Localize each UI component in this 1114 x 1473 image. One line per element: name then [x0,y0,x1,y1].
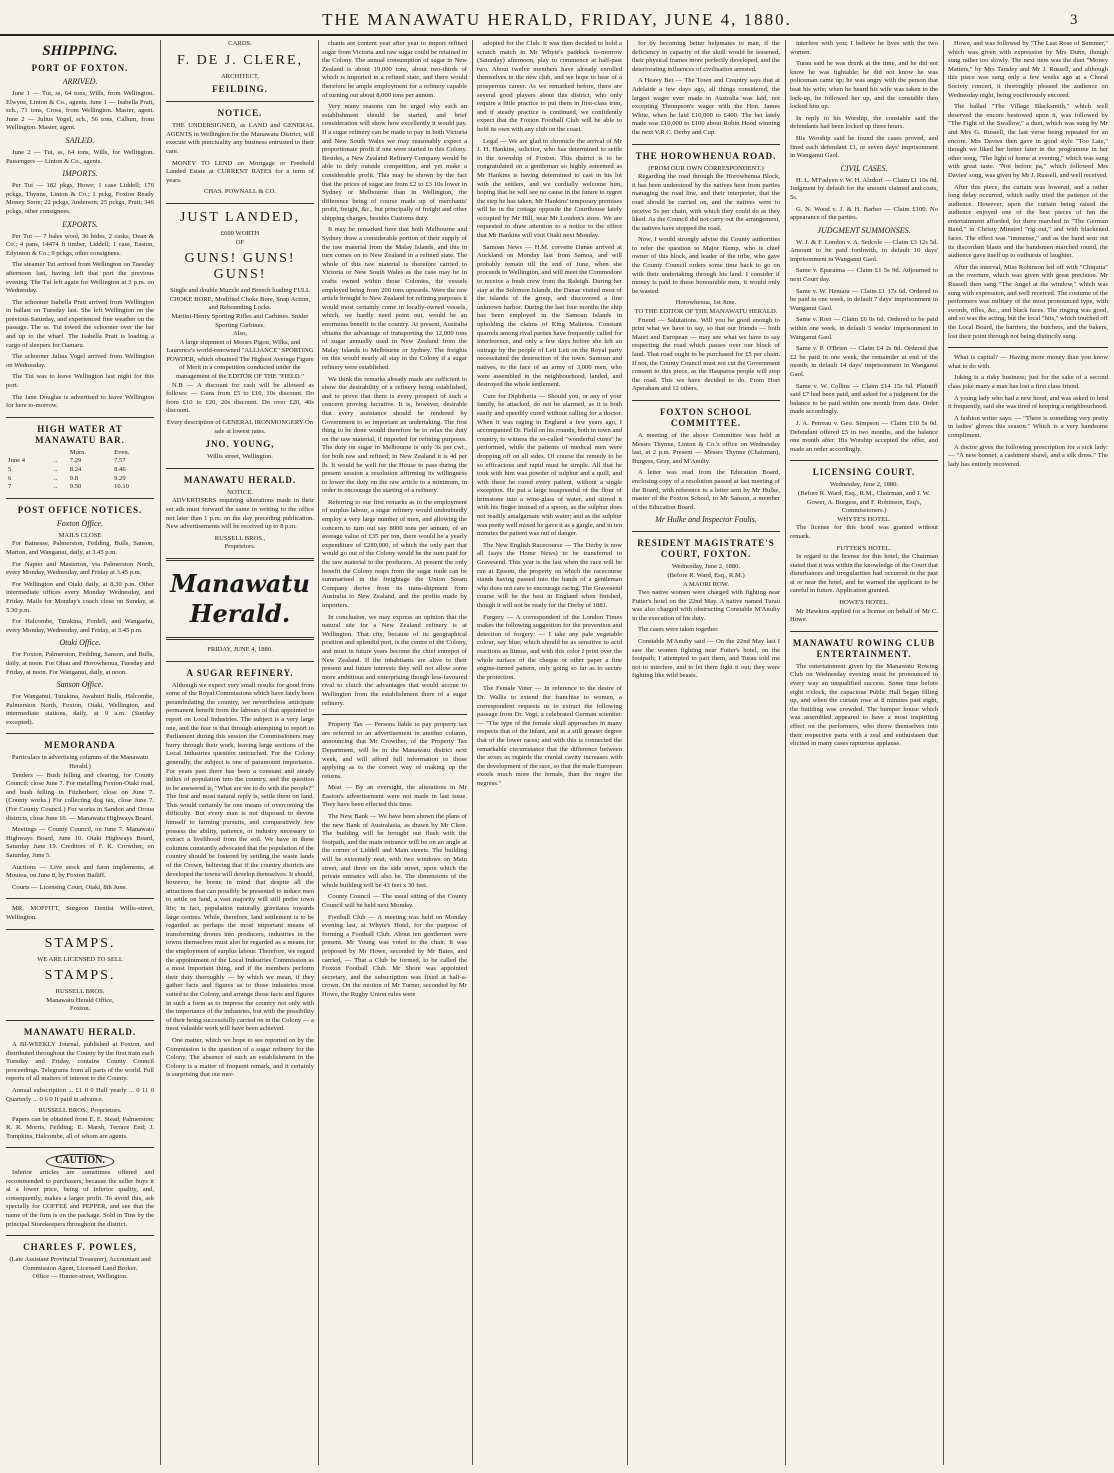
cards-label: CARDS. [228,40,252,47]
divider [6,417,154,418]
news-item: Property Tax — Persons liable to pay property tax are referred to an advertisement in another column, announcing that Mr Crowther, of the Property Tax Department, will be in the Manawatu district next week, and will afford full information to those applying as to the correct way of making up the returns. [322,721,467,780]
masthead-title: THE MANAWATU HERALD, FRIDAY, JUNE 4, 1880. [322,10,792,29]
rifles-text: Martini-Henry Sporting Rifles and Carbines. Snider Sporting Carbines. [171,312,309,329]
shipping-news: The Tui was to leave Wellington last night for this port. [6,373,154,390]
herald-description: A BI-WEEKLY Journal, published at Foxton, and distributed throughout the County by the first train each Tuesday and Friday, contains County Council proceedings. Telegrams from all parts of the world. Full reports of all matters of interest to the County. [6,1040,154,1083]
stamps-office: Manawatu Herald Office, [46,996,114,1004]
rowing-paragraph: After this piece, the curtain was lowered, and a rather long delay occurred, which sadly tried the patience of the audience. However, upon the curtain being raised the audience enjoyed one of the best pieces of fun the entertainment afforded, for there marched in "The German Band," in Christy Minstrel "rig out," and with blackened faces. The effect was "immense," and as the band sent out its discordant blasts and the bandsmen marched round, the audience gave itself up to outbursts of laughter. [948,183,1108,260]
judgment-summons: Same v. W. Collins — Claim £14 15s 6d. Plaintiff said £7 had been paid, and asked for a judgment for the balance to be paid within one month from date. Order made accordingly. [790,382,938,416]
mail-schedule: For Halcombe, Turakina, Fordell, and Wangaehu, every Monday, Wednesday, and Friday, at 3.45 p.m. [6,618,154,634]
imports-heading: IMPORTS. [62,169,98,179]
news-item: Football Club — A meeting was held on Monday evening last, at Whyte's Hotel, for the purpose of forming a Football Club. About ten gentlemen were present. Mr Young was voted to the chair. It was proposed by Mr Howe, seconded by Mr Bates, and carried, — That a Club be formed, to be called the Foxton Football Club. Mr Shore was appointed secretary, and the subscription was fixed at half-a-crown. On the motion of Mr Turner, seconded by Mr Howe, the Rugby Union rules were [322,913,467,998]
also-label: Also, [232,330,248,338]
news-item: adopted for the Club. It was then decided to hold a scratch match in Mr Whyte's paddock to-morrow (Saturday) afternoon, play to commence at half-past two. About twelve members have already enrolled themselves in the new club, and we hope to hear of a prosperous career. As we remarked before, there are several good players about this district, who only require a little practice to put them in first-class trim, and if steady practice is continued, we confidently expect that the Foxton Football Club will be able to hold its own with any club on the coast. [477,40,622,133]
tide-header-cell [52,449,68,458]
tide-row [6,466,154,475]
proprietors-label: Proprietors. [224,543,256,551]
filler-paragraph: A doctor gives the following prescription for a sick lady: — "A new bonnet, a cashmere shawl, and a silk dress." The lady has entirely recovered. [948,443,1108,468]
shipping-news: The Jane Douglas is advertised to leave Wellington for here to-morrow. [6,393,154,410]
judgment-summons: Same v. Rori — Claim £6 0s 6d. Ordered to be paid within one week, in default 3 weeks' imprisonment in Wanganui Gaol. [790,316,938,341]
civil-case: G. N. Wood v. J. & H. Barber — Claim £100. No appearance of the parties. [790,205,938,222]
post-office-heading: POST OFFICE NOTICES. [17,504,143,515]
court-heading: RESIDENT MAGISTRATE'S COURT, FOXTON. [637,538,775,560]
school-paragraph: A meeting of the above Committee was held at Messrs Thynne, Linton & Co.'s office on Wednesday last, at 2 p.m. Present — Messrs Thynne (Chairman), Burgess, Gray, and M'Anulty. [632,431,780,465]
memoranda-heading: MEMORANDA [44,740,116,751]
memoranda-item: Courts — Licensing Court, Otaki, 8th June. [12,883,128,891]
tide-cell: 7.57 [114,457,126,465]
column-2 [166,40,314,1465]
divider [632,531,780,532]
discount-text: N.B — A discount for cash will be allowed as follows: — Guns from £5 to £10, 10s discount. Do from £10 to £20, 20s discount. Do over £20, 40s discount. [166,381,314,415]
court-paragraph: interfere with you; I believe he lives with the two women. [790,40,938,56]
judgment-summonses-heading: JUDGMENT SUMMONSES. [817,225,911,235]
mail-schedule: For Wanganui, Turakina, Awahuri Bulls, Halcombe, Palmerston North, Foxton, Otaki, Wellington, and intermediate stations, daily, at 9 a.m. (Sunday excepted). [6,693,154,726]
young-name: JNO. YOUNG, [205,439,275,450]
filler-paragraph: A fashion writer says: — "There is something very pretty in ladies' gloves this season." Which is a very handsome compliment. [948,414,1108,439]
rowing-paragraph: After the interval, Miss Robinson led off with "Chiquita" as the overture, which was given with great precision. Mr Russell then sang "The Angel at the window," which was sung with expression, and well received. The costume of the performers was military of the most pronounced type, with swords, rifles, &c., and black faces. The ringing was good, and so was the acting, but the local "hits," which touched off the Local Board, the harriers, the butchers, and the bakers, lost their point through not being distinctly sung. [948,263,1108,340]
column-3 [322,40,467,1465]
news-item: for by becoming better helpmates to man, if the deficiency in capacity of the skull would be lessened, their physical frames more perfectly developed, and the deteriorating influences of civilisation arrested. [632,40,780,73]
page-number: 3 [1070,12,1078,28]
divider [322,714,467,715]
caution-text: Inferior articles are sometimes offered and recommended to purchasers, because the seller buys it at a lower price, being of inferior quality, and, consequently, makes a larger profit. To avoid this, ask specially for COFFEE and PEPPER, and see that the name of the firm is on the package. Sold in Tins by the principal Storekeepers throughout the district. [6,1169,154,1228]
tide-header-cell: Even. [114,448,130,456]
column-rule [943,40,944,1465]
licensing-paragraph: In regard to the license for this hotel, the Chairman stated that it was within the knowledge of the Court that disturbances and irregularities had occurred in the past at or near the hotel, and he warned the applicant to be careful in future. Application granted. [790,553,938,595]
judgment-summons: Same v. Eparaima — Claim £1 5s 9d. Adjourned to next Court day. [790,267,938,284]
mail-schedule: For Foxton, Palmerston, Feilding, Sanson, and Bulls, daily, at noon. For Ohau and Horowhenua, Tuesday and Friday, at noon. For Wanganui, daily, at noon. [6,651,154,676]
guns-banner: GUNS! GUNS! GUNS! [184,251,296,283]
divider [6,929,154,930]
guns-description: Single and double Muzzle and Breech loading FULL CHOKE BORE, Modified Choke Bore, Snap Action, and Rebounding Locks. [169,287,311,312]
judgment-summons: J. A. Perreau v. Geo. Simpson — Claim £10 5s 0d. Defendant offered £5 in two months, and the balance one month after. His Worship accepted the offer, and made an order accordingly. [790,419,938,453]
memoranda-subheading: Particulars in advertising columns of the Manawatu Herald.) [11,754,149,771]
divider [166,637,314,640]
column-6 [790,40,938,1465]
rowing-paragraph: Howe, and was followed by "The Last Rose of Summer," which was given with expression by Mrs Dunn, though sung rather too slowly. The next item was the duet "Money Matters," by Mrs Tansley and Mr J. Russell, and although this piece was sung only a few weeks ago at a Choral Society concert, it thoroughly pleased the audience on Wednesday night, being vociferously encored. [948,40,1108,99]
tide-header-cell [6,449,52,458]
dateline: FRIDAY, JUNE 4, 1880. [207,645,273,653]
herald-notice-heading: MANAWATU HERALD. [183,474,297,485]
news-item: Meat — By an oversight, the alterations in Mr Easton's advertisement were not made in last issue. They have been effected this time. [322,784,467,809]
hotel-heading: HOWE'S HOTEL. [839,599,889,607]
caution-badge: CAUTION. [46,1154,114,1169]
news-item: The New Bank — We have been shown the plans of the new Bank of Australasia, as drawn by Mr Clere. The building will be brought out flush with the footpath, and the main entrance will be on an angle at the corner of Liddell and Main streets. The building will be extremely neat, with two windows on Main street, and three on the side street, upon which the private entrance will also be. The dimensions of the whole building will be 43 feet x 30 feet. [322,813,467,889]
news-item: Cure for Diphtheria — Should you, or any of your family, be attacked, do not be alarmed, as it is both easily and speedily cured without calling for a doctor. When it was raging in England a few years ago, I accompanied Dr. Field on his rounds, both in town and country, to witness the so-called "wonderful cures" he performed, while the patients of medical men were dropping off on all sides. Of course the remedy to be so efficacious and rapid must be simple. All that he took with him was powder of sulphur and a quill, and with these he cured every patient, without a single exception. He put a large teaspoonful of the flour of brimstone into a wine-glass of water, and stirred it with his finger instead of a spoon, as the sulphur does not readily amalgamate with water; and as the sulphur was pretty well mixed he gave it as a gargle, and in ten minutes the patient was out of danger. [477,392,622,538]
exports-heading: EXPORTS. [62,219,98,229]
editorial-paragraph: In conclusion, we may express an opinion that the natural site for a New Zealand refinery is at Wellington. That city, because of its geographical position and splendid port, is the centre of the Colony, and must in future years become the chief entrepot of New Zealand. If the inhabitants are alive to their present and future interests they will not allow some more ambitious and enterprising though less-favoured rival to clutch the advantages that would accrue to Wellington from the establishment there of a sugar refinery. [322,613,467,707]
school-subheading: Mr Hulke and Inspector Foulis. [655,515,757,525]
agents-name: CHAS. POWNALL & CO. [203,188,277,196]
stamps-big: STAMPS. [44,968,116,984]
editorial-paragraph: Very many reasons can be urged why such an establishment should be started, and brief consideration will show how excellently it would pay. If a sugar refinery can be made to pay in both Victoria and New South Wales we may reasonably expect a proportionate profit if one were started in this Colony. Besides, a New Zealand Refinery Company would be able to defy outside competition, and yet make a considerable profit. This may be shown by the fact that the prices of sugar are from £2 to £3 10s lower in Sydney or Melbourne than in Wellington, the difference being of course made up of merchants' profit, freight, &c., but principally of freight and other shipping charges, besides Customs duty. [322,103,467,222]
licensing-court-before: (Before R. Ward, Esq., R.M., Chairman, and J. W. Gower, A. Burgess, and F. Robinson, Esq's, Commissioners.) [798,489,930,515]
divider [6,733,154,734]
news-item: The New English Racecourse — The Derby is now all (says the Home News) to be transferred to Gravesend. This year is the last when the race will be run at Epsom, the property on which the racecourse stands having passed into the hands of a gentleman who does not care to encourage racing. The Gravesend course will be the best in England when finished, though it will not be ready for the Derby of 1881. [477,541,622,609]
news-item: Legal — We are glad to chronicle the arrival of Mr J. H. Hankins, solicitor, who has determined to settle in the township of Foxton. This district is to be congratulated on a gentleman so highly esteemed as Mr Hankins is having determined to cast in his lot with the settlers, and we cordially welcome him, hoping that he will see no cause in the future to regret the step he has taken. Mr Hankins' temporary premises will be in the cottage opposite the Courthouse lately occupied by Mr Hill, near Mr Loudon's store. We are requested to draw attention to a notice to the effect that Mr Hankins will visit Otaki next Monday. [477,137,622,240]
column-4 [477,40,622,1465]
column-rule [627,40,628,1465]
horowhenua-paragraph: Regarding the road through the Horowhenua Block, it has been understood by the natives here from parties managing the road line, and their interpreter, that the road should be carried on, and the natives were to receive 5s per chain, with which they could do as they liked. As the Council did not carry out the arrangement, the natives have stopped the road. [632,173,780,232]
guns-of: OF [235,238,245,246]
divider [790,460,938,461]
licensing-paragraph: The license for this hotel was granted without remark. [790,524,938,540]
notice-label: NOTICE. [227,488,253,496]
herald-subscription: Annual subscription ... £1 0 0 Half yearly ... 0 11 0 Quarterly ... 0 6 0 If paid in advance. [6,1086,154,1103]
column-7 [948,40,1108,1465]
news-item: A Heavy Bet — The Town and Country says that at Adelaide a few days ago, all things considered, the largest wager ever made in Australia was laid, not excepting Thompson's wager with the Hon. James White, when he laid £10,000 to £400. The bet lately made was £10,000 to £100 about Robin Hood winning the next V.R.C. Derby and Cup. [632,77,780,136]
tide-table [6,449,154,492]
divider [6,1235,154,1236]
editorial-heading: A SUGAR REFINERY. [186,667,294,678]
divider [6,498,154,499]
tide-cell: 8.46 [114,466,126,473]
tide-cell: June 4 [8,457,26,465]
court-paragraph: His Worship said he found the cases proved, and fined each defendant £1, or seven days' imprisonment in Wanganui Gaol. [790,134,938,160]
shipping-heading: SHIPPING. [42,43,118,59]
tide-row [6,483,154,492]
divider [166,101,314,102]
column-rule [472,40,473,1465]
notice-body: THE UNDERSIGNED, as LAND and GENERAL AGENTS in Wellington for the Manawatu District, will execute with punctuality any business entrusted to their care. [166,122,314,155]
notice-heading: NOTICE. [217,108,263,119]
herald-heading: MANAWATU HERALD. [23,1026,137,1037]
herald-publisher: RUSSELL BROS., Proprietors. [38,1107,122,1115]
guns-worth: £600 WORTH [220,229,260,237]
column-5 [632,40,780,1465]
civil-case: H. L. M'Fadyen v. W. H. Alzdorf — Claim £1 10s 0d. Judgment by default for the amount claimed and costs, 5s. [790,176,938,201]
rowing-paragraph: The entertainment given by the Manawatu Rowing Club on Wednesday evening must be pronounced in every way an unqualified success. Some time before eight o'clock, the capacious Public Hall began filling up, and when the curtain rose at 8 minutes past eight, the building was crowded. The bumper house which was assembled appeared to have a most inspiriting effect on the performers, who threw themselves into their respective parts with a zeal and enthusiasm that elicited in many cases rapturous applause. [790,662,938,748]
horowhenua-subheading: (FROM OUR OWN CORRESPONDENT.) [648,164,764,172]
letter-body: Friend — Salutations. Will you be good enough to print what we have to say, so that our friends — both Maori and European — may see what we have to say respecting the road which passes over our block of land. That road ought to be purchased for £5 per chain. If not, the County Council must not cut the Government consent to this piece, as the Hauparoa people will stop the road. This we have decided to do. From Hori Aperaham and 12 others. [632,316,780,393]
port-heading: PORT OF FOXTON. [31,63,129,73]
divider [6,1147,154,1148]
editorial-paragraph: Although we expect very small results for good from some of the Royal Commissions which have lately been perambulating the country, we nevertheless anticipate permanent benefit from the labours of that appointed to report on Local Industries. The subject is a very large one, and the fear is that through attempting to report to Parliament during this session the Commissioners may hurry through their work, leaving large sections of the Local Industries question untouched. For the Colony generally, the subject is one of paramount importance. For years past there has been a constant and steady influx of population into the country, and the question to be answered is, "What are we to do with the people?" The first and most natural reply is, settle them on land. This would certainly be one means of overcoming the difficulty. But every man is not disposed to devote himself to farming pursuits, and comparatively few possess the ability, patience, or industry necessary to extract a livelihood from the soil. We have in these columns constantly advocated that the population of the country should be fostered by settling the waste lands of the Crown, believing that if the country districts are developed the towns will develop themselves. It should, however, be borne in mind that despite all the attractions that can possibly be presented to induce men to settle on land, a vast majority will still prefer town life; in fact, population naturally gravitates towards large centres. While, therefore, land settlement is to be regarded as perhaps the most important means of transforming drones into producers, industries in the towns themselves must also be regarded as a means for the employment of surplus labour. Therefore, we regard the appointment of the Local Industries Commission as a most important thing, and if the members perform their duty thoroughly — by which we mean, if they gather facts and figures as to those industries most suited to the Colony, and arrange those facts and figures in such a form as to impress the country not only with the importance of the industries, but with the possibility of their being successfully carried on in the Colony — a most valuable work will have been achieved. [166,681,314,1033]
judgment-summons: Same v. P. O'Brien — Claim £4 2s 8d. Ordered that £2 be paid in one week, the remainder at end of the month; in default 14 days' imprisonment in Wanganui Gaol. [790,345,938,378]
mail-schedule: For Bainesse, Palmerston, Feilding, Bulls, Sanson, Marton, and Wanganui, daily, at 3.45 p.m. [6,540,154,556]
tide-header-row [6,449,154,458]
clere-name: F. DE J. CLERE, [176,52,304,68]
sailed-heading: SAILED. [65,135,95,145]
divider [632,144,780,145]
tide-row [6,457,154,466]
divider [166,558,314,561]
divider [790,631,938,632]
stamps-firm: RUSSELL BROS. [55,988,105,996]
civil-cases-heading: CIVIL CASES. [840,163,888,173]
divider [948,347,1108,348]
sailed-list: June 2 — Tui, ss, 64 tons, Wills, for Wellington. Passengers — Linton & Co., agents. [6,148,154,165]
powles-description: (Late Assistant Provincial Treasurer), Accountant and Commission Agent, Licensed Land Broker. [9,1256,151,1272]
otaki-office-heading: Otaki Office. [59,638,101,648]
shipping-news: The steamer Tui arrived from Wellington on Tuesday afternoon last, having left that port the previous evening. The Tui left again for Wellington at 3 p.m. on Wednesday. [6,261,154,295]
editorial-paragraph: One matter, which we hope to see reported on by the Commission is the question of a sugar refinery for the Colony. The absence of such an establishment in the Colony is a matter of frequent remark, and it certainly is surprising that our mer- [166,1036,314,1079]
arrived-heading: ARRIVED. [62,77,98,86]
tide-cell: 5 [8,466,12,473]
memoranda-item: Tenders — Bush felling and clearing, for County Council; close June 7. For metalling Foxton-Otaki road, and bush felling in Fitzherbert, close on June 7. (County works.) For collecting dog tax, close June 7. (For County Council.) For works in Sandon and Oroua districts, close June 10. — Manawatu Highways Board. [6,771,154,822]
stamps-text: WE ARE LICENSED TO SELL [37,955,123,963]
mail-schedule: For Wellington and Otaki daily, at 8.30 p.m. Other intermediate offices every Monday Wednesday, and Friday. Mails for Monday's coach close on Sunday, at 5.30 p.m. [6,580,154,614]
divider [6,898,154,899]
memoranda-item: Auctions — Live stock and farm implements, at Moutoa, on June 8, by Foxton Bailiff. [6,863,154,880]
shipping-news: The schooner Julius Vogel arrived from Wellington on Wednesday. [6,353,154,369]
hotel-heading: WHYTE'S HOTEL. [837,515,891,523]
mail-schedule: For Napier and Masterton, via Palmerston North, every Monday, Wednesday, and Friday at 3.45 p.m. [6,560,154,577]
clere-place: FEILDING. [212,84,268,95]
licensing-court-date: Wednesday, June 2, 1880. [829,481,899,489]
judgment-summons: Same v. W. Hemara — Claim £1 17s 6d. Ordered to be paid in one week, in default 7 days' imprisonment in Wanganui Gaol. [790,287,938,312]
column-rule [318,40,319,1465]
editorial-paragraph: We think the remarks already made are sufficient to show the desirability of a refinery being established, and to prove that there is every prospect of such a concern proving lucrative. It is, however, desirable that every assistance should be rendered by Government to so important an undertaking. The first thing to be done would therefore be to relax the duty on the raw material, if imported for refining purposes. The duty on sugar in Melbourne is only 3s per cwt., for both raw and refined; in New Zealand it is 4d per lb. It would be well for the House to pass during the present session a resolution affirming its willingness to lower the duty on the raw article to a minimum, in order to encourage the starting of a refinery. [322,375,467,495]
news-item: The Female Voter — In reference to the desire of Dr. Wallis to extend the franchise to women, a correspondent requests us to extract the following passage from Dr. Vogt, a celebrated German scientist: — "The type of the female skull approaches in many respects that of the infant, and in a still greater degree that of the lower races; and with this is connected the remarkable circumstance that the difference between the sexes as regards the cranial cavity increases with the development of the race, so that the male European excels much more the female, than the negro the negress." [477,685,622,787]
tide-cell: .. [53,457,58,465]
stamps-place: Foxton. [69,1005,91,1013]
hotel-heading: FUTTER'S HOTEL. [836,544,892,552]
judgment-summons: W. J. & F. London v. A. Sedcole — Claim £3 12s 5d. Amount to be paid forthwith, in default 10 days' imprisonment in Wanganui Gaol. [790,238,938,263]
powder-text: A large shipment of Messrs Pigou, Wilks, and Laurence's world-renowned "ALLIANCE" SPORTING POWDER, which obtained The Highest Average Figure of Merit in a competition conducted under the management of the EDITOR OF THE "FIELD." [166,338,314,381]
divider [166,468,314,469]
tide-cell: 7 [8,483,12,491]
filler-paragraph: A young lady who had a new hood, and was asked to lend it frequently, said she was tired of keeping a neighbourhood. [948,394,1108,411]
court-case-title: A MAORI ROW. [682,580,730,588]
arrived-list: June 1 — Tui, ss, 64 tons, Wills, from Wellington. Elwyne, Linton & Co., agents. June 1 — Isabella Pratt, sch., 71 tons, Cross, from Wellington. Master, agent. June 2 — Julius Vogel, sch., 56 tons, Callum, from Wellington. Master, agent. [6,90,154,132]
tide-cell: 7.29 [69,457,82,465]
court-before: (Before R. Ward, Esq., R.M.) [667,571,745,579]
tide-heading: HIGH WATER AT MANAWATU BAR. [35,423,125,445]
tide-cell: .. [53,474,58,482]
tide-cell: 9.50 [69,483,82,491]
powles-name: CHARLES F. POWLES, [23,1242,137,1253]
court-paragraph: The cases were taken together. [638,626,719,634]
court-paragraph: In reply to his Worship, the constable said the defendants had been locked up three hours. [790,114,938,131]
horowhenua-signoff: Horowhenua, 1st June. [675,299,737,307]
tide-cell: .. [53,466,58,473]
just-landed: JUST LANDED, [179,209,301,225]
court-date: Wednesday, June 2, 1880. [671,563,741,571]
filler-paragraph: Joking is a risky business; just for the sake of a second class joke many a man has lost a first class friend. [948,374,1108,390]
divider [632,400,780,401]
news-item: County Council — The usual sitting of the County Council will be held next Monday. [322,893,467,909]
ironmongery-text: Every description of GENERAL IRONMONGERY On sale at lowest rates. [166,419,314,435]
licensing-paragraph: Mr Hawkins applied for a license on behalf of Mr C. Howe. [790,607,938,624]
sanson-office-heading: Sanson Office. [56,680,104,690]
news-item: Forgery — A correspondent of the London Times makes the following suggestion for the prevention and detection of forgery: — I take any pale vegetable colour, say blue, which should be as sensitive to acid reactions as litmus, and with this color I print over the whole surface of the cheque or other paper a fine engine-turned pattern, only going so far as to secure the protection. [477,613,622,681]
dentist-advert: MR. MOFFITT, Surgeon Dentist Willis-street, Wellington. [6,905,154,921]
tide-header-cell: Morn. [69,448,87,456]
imports-list: Per Tui — 182 pkgs, Howe; 1 case Liddell; 176 pckgs, Thynne, Linton & Co.; 1 pckg, Foxton Ready Money Store; 22 pckgs, Anderson; 25 pckgs, Pratt; 346 pckgs, other consignees. [6,182,154,215]
court-paragraph: Turau said he was drunk at the time, and he did not know he was fightable; he did not know he was policeman came up; he was angry with the person that beat his wife; when he heard his wife was taken to the lock-up, he followed her up, and the constable then locked him up. [790,60,938,111]
exports-list: Per Tui — 7 bales wool, 36 hides, 2 casks, Dean & Co.; 4 pans, 14474 ft timber, Liddell; 1 case, Easton, Edyinton & Co.; 9 pckgs, other consignees. [6,232,154,257]
clere-role: ARCHITECT, [220,72,260,80]
money-to-lend: MONEY TO LEND on Mortgage or Freehold Landed Estate at CURRENT RATES for a term of years. [166,159,314,184]
horowhenua-paragraph: Now, I would strongly advise the County authorities to refer the question to Major Kemp, who is chief owner of this block, and leader of the tribe, who gave the County Council orders some time back to go on with their undertaking through his land. I consider if money is paid to these honourable men, it would only be wasted. [632,236,780,295]
tide-row [6,475,154,484]
foxton-office-heading: Foxton Office. [56,518,104,528]
advertisers-notice: ADVERTISERS requiring alterations made in their set ads must forward the same in writing to the office not later than 1 p.m. on the day preceding publication. New advertisements will be received up to 8 p.m. [166,497,314,531]
tide-cell: 9.8 [69,474,79,482]
school-committee-heading: FOXTON SCHOOL COMMITTEE. [659,406,753,428]
tide-cell: 10.10 [114,483,129,491]
divider [166,203,314,204]
news-item: Samoan News — H.M. corvette Danae arrived at Auckland on Monday last from Samoa, and will probably remain till the end of June, when she proceeds to Wellington, and will meet the Commodore to receive a fresh crew from the Raleigh. During her stay at the Solomon Islands, the Danae visited most of the islands of the group, and discovered a fine unknown harbor. During the last four months the ship has been employed in the Samoan Islands in upholding the claims of King Malietoa. Constant quarrels among rival parties have frequently called for interference, and only a few days before she left an outrage by the people of Leti Leti on the Royal party necessitated the destruction of the town. Samoan and natives, to the face of an army of 3,000 men, who were assembled in the neighbourhood, landed, and destroyed the whole settlement. [477,243,622,389]
shipping-news: The schooner Isabella Pratt arrived from Wellington in ballast on Tuesday last. She left Wellington on the previous Saturday, and experienced fine weather on the passage. The ss. Tui towed the schooner over the bar and up to the wharf. The Isabella Pratt is loading a cargo of sleepers for Oamaru. [6,298,154,349]
court-paragraph: Two native women were charged with fighting near Futter's hotel on the 22nd May. A native named Turau was also charged with obstructing Constable M'Anulty in the execution of his duty. [632,589,780,622]
horowhenua-heading: THE HOROWHENUA ROAD. [635,150,777,161]
young-address: Willis street, Wellington. [207,453,273,461]
divider [6,1020,154,1021]
rowing-paragraph: The ballad "The Village Blacksmith," which well deserved the encore bestowed upon it, was followed by "The Fight of the Swallow," a duet, which was sung by Mr and Mrs G. Russell, the last verse being repeated for an encore. Mrs Davies then gave in good style "Too Late," though we liked her better later in the programme in her other song, "The light of home at evening," which was sung with great taste. "Not before pa," which followed Mrs Davies' song, was given by Mr J. Russell, and well received. [948,103,1108,179]
powles-address: Office — Hunter-street, Wellington. [32,1273,128,1281]
editorial-paragraph: chants are content year after year to import refined sugar from Victoria and raw sugar could be retained in the Colony. The annual consumption of sugar in New Zealand is about 19,000 tons, about two-thirds of which is imported in a refined state, and there would therefore be ample employment for a refinery capable of turning out about 8,000 tons per annum. [322,40,467,99]
editorial-paragraph: It may be remarked here that both Melbourne and Sydney draw a considerable portion of their supply of the raw material from the Malay Islands, and this in turn comes on to New Zealand in a refined state. The whole of this raw material is therefore carried to Victoria or New South Wales as the case may be in crafts owned within those Colonies, the vessels employed being from 200 tons upwards. Were the raw article brought to New Zealand for refining purposes it would most certainly come in locally-owned vessels, which, we hardly need point out, would be an enormous benefit to the country. At present, Australia obtains the advantage of transporting the 12,000 tons of sugar annually used in New Zealand from the Malay Islands to Melbourne or Sydney. The freights on this would nearly all stay in the Colony if a sugar refinery were established. [322,226,467,371]
school-paragraph: A letter was read from the Education Board, enclosing copy of a resolution passed at last meeting of the Board, with reference to a letter sent by Mr Hulke, master of the Foxton School, to Mr Sanson, a member of the Education Board. [632,469,780,511]
rowing-club-heading: MANAWATU ROWING CLUB ENTERTAINMENT. [792,637,936,659]
tide-cell: 8.24 [69,466,82,473]
tide-cell: 6 [8,474,12,482]
column-rule [160,40,161,1465]
tide-cell: .. [53,483,58,491]
herald-agents: Papers can be obtained from E. E. Stead, Palmerston; R. R. Morris, Feilding; E. Marsh, Terrace End; J. Tompkins, Halcombe, all of whom are agents. [6,1115,154,1140]
russell-name: RUSSELL BROS., [214,534,266,542]
tide-cell: 9.29 [114,474,126,482]
column-rule [785,40,786,1465]
letter-heading: TO THE EDITOR OF THE MANAWATU HERALD. [634,308,778,316]
stamps-heading: STAMPS. [44,935,116,951]
column-1 [6,40,154,1465]
herald-nameplate: Manawatu Herald. [170,568,310,628]
filler-paragraph: What is capital? — Having more money than you know what to do with. [948,354,1108,370]
divider [166,661,314,662]
editorial-paragraph: Referring to our first remarks as to the employment of surplus labour, a sugar refinery would undoubtedly employ a very large number of men, and allowing the concern to turn out say 8000 tons per annum, of an average value of £35 per ton, there would be a yearly expenditure of £280,000, of which the only part that would go out of the Colony would be the sum paid for the raw material to the producers. At present the only benefit the Colony reaps from the sugar trade can be summarised in the freightage the Union Steam Company derive from its trans-shipment from Australia to New Zealand, and the profits made by importers. [322,498,467,609]
masthead [0,10,1114,36]
memoranda-item: Meetings — County Council, on June 7. Manawatu Highways Board, June 10. Otaki Highways Board, Saturday June 19. Creditors of F. K. Crowther, on Saturday, June 5. [6,826,154,859]
court-paragraph: Constable M'Anulty said — On the 22nd May last I saw the women fighting near Futter's hotel, on the footpath; I attempted to part them, and Turau told me not to interfere, and to let them fight it out; they were fighting like wild beasts. [632,638,780,680]
licensing-court-heading: LICENSING COURT. [812,467,916,478]
mails-close-label: MAILS CLOSE [58,531,102,539]
